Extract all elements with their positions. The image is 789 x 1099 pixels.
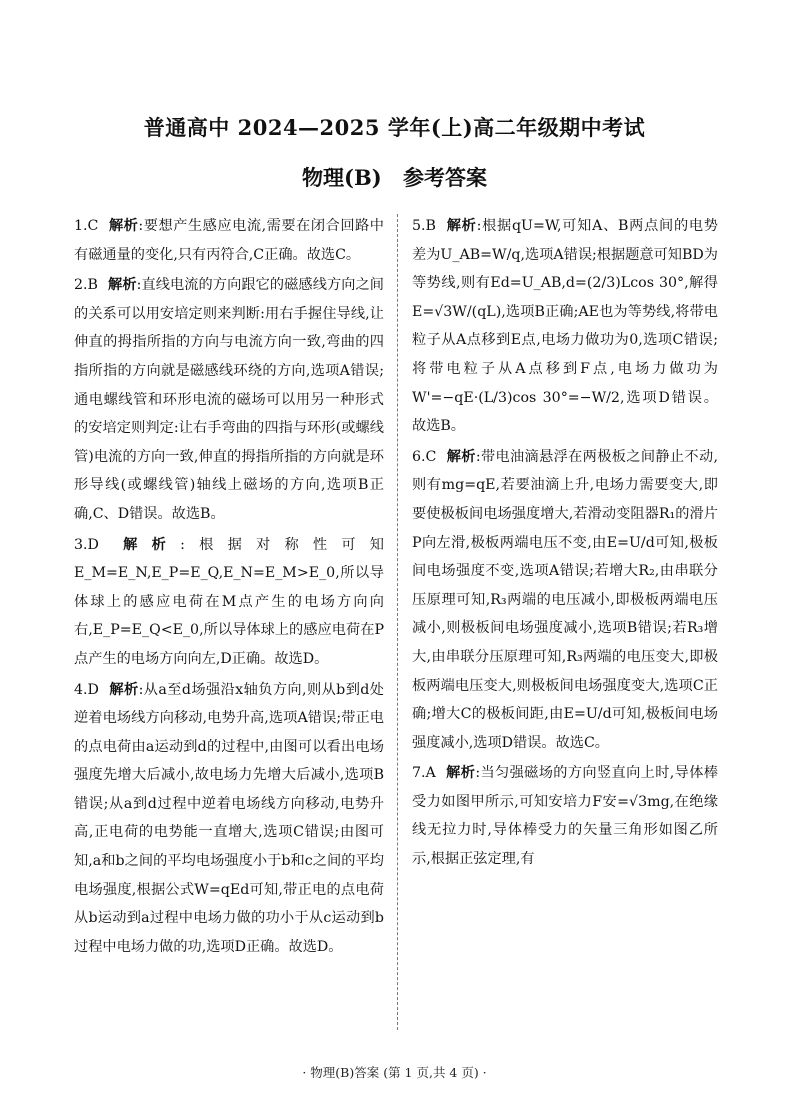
answer-item: 6.C 解析:带电油滴悬浮在两极板之间静止不动,则有mg=qE,若要油滴上升,电场力需要变大,即要使极板间电场强度增大,若滑动变阻器R₁的滑片P向左滑,极板两端电压不变,由E=U/d可知,极板间电场强度不变,选项A错误;若增大R₂,由串联分压原理可知,R₃两端的电压减小,即极板两端电压减小,则极板间电场强度减小,选项B错误;若R₃增大,由串联分压原理可知,R₃两端的电压变大,即极板两端电压变大,则极板间电场强度变大,选项C正确;增大C的极板间距,由E=U/d可知,极板间电场强度减小,选项D错误。故选C。 bbox=[412, 448, 718, 751]
page-footer: · 物理(B)答案 (第 1 页,共 4 页) · bbox=[302, 1065, 487, 1080]
answer-item: 2.B 解析:直线电流的方向跟它的磁感线方向之间的关系可以用安培定则来判断:用右手握住导线,让伸直的拇指所指的方向与电流方向一致,弯曲的四指所指的方向就是磁感线环绕的方向,选项A错误;通电螺线管和环形电流的磁场可以用另一种形式的安培定则判定:让右手弯曲的四指与环形(或螺线管)电流的方向一致,伸直的拇指所指的方向就是环形导线(或螺线管)轴线上磁场的方向,选项B正确,C、D错误。故选B。 bbox=[74, 277, 384, 522]
answer-item: 1.C 解析:要想产生感应电流,需要在闭合回路中有磁通量的变化,只有丙符合,C正确。故选C。 bbox=[74, 218, 384, 263]
answer-item: 5.B 解析:根据qU=W,可知A、B两点间的电势差为U_AB=W/q,选项A错误;根据题意可知BD为等势线,则有Ed=U_AB,d=(2/3)Lcos 30°,解得E=√3W/(qL),选项B正确;AE也为等势线,将带电粒子从A点移到E点,电场力做功为0,选项C错误;将带电粒子从A点移到F点,电场力做功为W'=−qE·(L/3)cos 30°=−W/2,选项D错误。故选B。 bbox=[412, 218, 718, 435]
page-subtitle: 物理(B) 参考答案 bbox=[302, 165, 487, 190]
right-column bbox=[412, 212, 718, 876]
answer-item: 4.D 解析:从a至d场强沿x轴负方向,则从b到d处逆着电场线方向移动,电势升高,选项A错误;带正电的点电荷由a运动到d的过程中,由图可以看出电场强度先增大后减小,故电场力先增大后减小,选项B错误;从a到d过程中逆着电场线方向移动,电势升高,正电荷的电势能一直增大,选项C错误;由图可知,a和b之间的平均电场强度小于b和c之间的平均电场强度,根据公式W=qEd可知,带正电的点电荷从b运动到a过程中电场力做的功小于从c运动到b过程中电场力做的功,选项D正确。故选D。 bbox=[74, 681, 384, 955]
page-title: 普通高中 2024—2025 学年(上)高二年级期中考试 bbox=[143, 115, 646, 140]
column-divider bbox=[397, 214, 398, 1030]
left-column bbox=[74, 212, 384, 963]
answer-item: 7.A 解析:当匀强磁场的方向竖直向上时,导体棒受力如图甲所示,可知安培力F安=√3mg,在绝缘线无拉力时,导体棒受力的矢量三角形如图乙所示,根据正弦定理,有 bbox=[412, 765, 718, 868]
answer-item: 3.D 解析:根据对称性可知E_M=E_N,E_P=E_Q,E_N=E_M>E_0,所以导体球上的感应电荷在M点产生的电场方向向右,E_P=E_Q<E_0,所以导体球上的感应电荷在P点产生的电场方向向左,D正确。故选D。 bbox=[74, 536, 384, 667]
